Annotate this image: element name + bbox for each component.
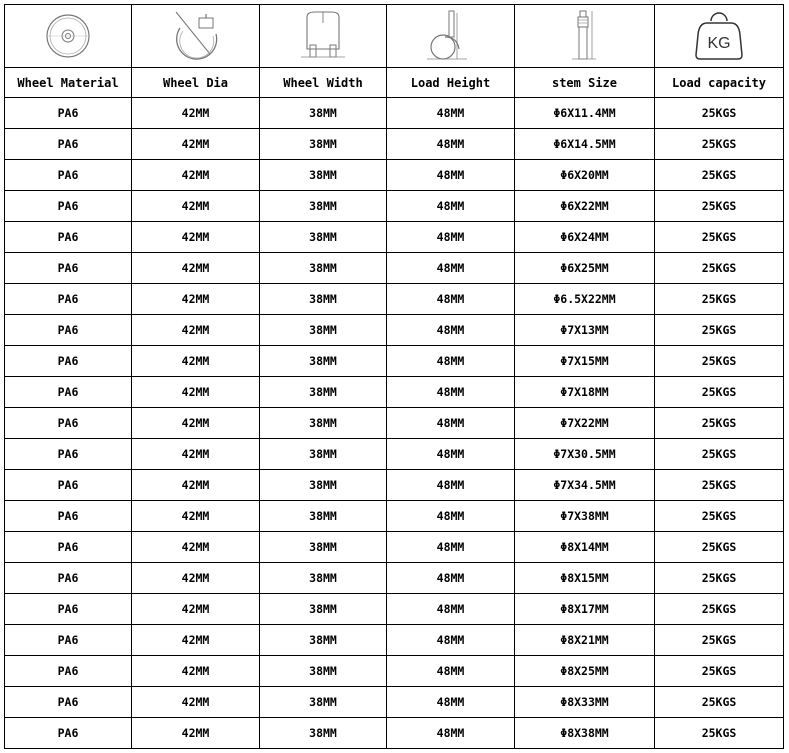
table-row	[5, 315, 784, 346]
wheel-material-cell: PA6	[5, 191, 132, 222]
wheel-width-cell: 38MM	[260, 625, 387, 656]
wheel-width-icon-cell	[260, 5, 387, 68]
load-height-cell: 48MM	[387, 501, 515, 532]
wheel-dia-cell: 42MM	[132, 718, 260, 749]
stem-size-cell: Φ7X30.5MM	[515, 439, 655, 470]
wheel-width-cell: 38MM	[260, 129, 387, 160]
load-capacity-cell: 25KGS	[655, 222, 784, 253]
table-row	[5, 346, 784, 377]
wheel-dia-cell: 42MM	[132, 501, 260, 532]
wheel-dia-cell: 42MM	[132, 191, 260, 222]
load-capacity-cell: 25KGS	[655, 594, 784, 625]
wheel-dia-cell: 42MM	[132, 656, 260, 687]
stem-size-cell: Φ6X11.4MM	[515, 98, 655, 129]
load-capacity-cell: 25KGS	[655, 439, 784, 470]
table-row	[5, 594, 784, 625]
header-load-capacity: Load capacity	[655, 68, 784, 98]
stem-size-cell: Φ8X25MM	[515, 656, 655, 687]
wheel-width-cell: 38MM	[260, 687, 387, 718]
stem-size-cell: Φ8X14MM	[515, 532, 655, 563]
load-height-cell: 48MM	[387, 718, 515, 749]
caster-spec-table	[4, 4, 784, 749]
wheel-material-cell: PA6	[5, 501, 132, 532]
wheel-material-cell: PA6	[5, 532, 132, 563]
load-capacity-cell: 25KGS	[655, 253, 784, 284]
load-height-cell: 48MM	[387, 160, 515, 191]
load-height-cell: 48MM	[387, 563, 515, 594]
wheel-material-cell: PA6	[5, 160, 132, 191]
load-capacity-cell: 25KGS	[655, 129, 784, 160]
wheel-dia-cell: 42MM	[132, 470, 260, 501]
load-capacity-cell: 25KGS	[655, 408, 784, 439]
load-capacity-cell: 25KGS	[655, 656, 784, 687]
load-capacity-cell: 25KGS	[655, 315, 784, 346]
table-row	[5, 98, 784, 129]
wheel-dia-cell: 42MM	[132, 346, 260, 377]
load-height-cell: 48MM	[387, 377, 515, 408]
load-height-cell: 48MM	[387, 129, 515, 160]
wheel-diameter-icon	[166, 10, 226, 62]
wheel-dia-cell: 42MM	[132, 129, 260, 160]
table-row	[5, 656, 784, 687]
stem-size-cell: Φ6X24MM	[515, 222, 655, 253]
table-row	[5, 129, 784, 160]
stem-size-cell: Φ8X15MM	[515, 563, 655, 594]
table-row	[5, 160, 784, 191]
table-row	[5, 470, 784, 501]
wheel-material-cell: PA6	[5, 687, 132, 718]
load-capacity-cell: 25KGS	[655, 625, 784, 656]
wheel-dia-cell: 42MM	[132, 98, 260, 129]
load-height-icon-cell	[387, 5, 515, 68]
wheel-width-cell: 38MM	[260, 563, 387, 594]
table-row	[5, 253, 784, 284]
table-row	[5, 625, 784, 656]
wheel-width-cell: 38MM	[260, 253, 387, 284]
wheel-material-cell: PA6	[5, 98, 132, 129]
load-height-cell: 48MM	[387, 594, 515, 625]
wheel-material-cell: PA6	[5, 594, 132, 625]
load-height-cell: 48MM	[387, 656, 515, 687]
wheel-dia-cell: 42MM	[132, 377, 260, 408]
wheel-material-cell: PA6	[5, 129, 132, 160]
table-row	[5, 718, 784, 749]
wheel-dia-cell: 42MM	[132, 625, 260, 656]
load-height-cell: 48MM	[387, 687, 515, 718]
load-height-cell: 48MM	[387, 284, 515, 315]
load-height-cell: 48MM	[387, 439, 515, 470]
wheel-disc-icon	[43, 11, 93, 61]
wheel-width-cell: 38MM	[260, 284, 387, 315]
wheel-material-cell: PA6	[5, 439, 132, 470]
wheel-width-cell: 38MM	[260, 346, 387, 377]
stem-size-cell: Φ6X22MM	[515, 191, 655, 222]
table-row	[5, 191, 784, 222]
wheel-material-cell: PA6	[5, 253, 132, 284]
wheel-dia-cell: 42MM	[132, 284, 260, 315]
header-load-height: Load Height	[387, 68, 515, 98]
stem-icon	[560, 9, 610, 63]
wheel-material-cell: PA6	[5, 563, 132, 594]
wheel-dia-icon-cell	[132, 5, 260, 68]
stem-size-cell: Φ8X38MM	[515, 718, 655, 749]
wheel-material-cell: PA6	[5, 222, 132, 253]
load-height-cell: 48MM	[387, 98, 515, 129]
load-height-cell: 48MM	[387, 191, 515, 222]
load-capacity-cell: 25KGS	[655, 346, 784, 377]
load-height-cell: 48MM	[387, 532, 515, 563]
wheel-width-cell: 38MM	[260, 470, 387, 501]
stem-size-cell: Φ8X21MM	[515, 625, 655, 656]
stem-size-icon-cell	[515, 5, 655, 68]
wheel-dia-cell: 42MM	[132, 594, 260, 625]
stem-size-cell: Φ8X17MM	[515, 594, 655, 625]
wheel-dia-cell: 42MM	[132, 439, 260, 470]
load-height-cell: 48MM	[387, 222, 515, 253]
load-capacity-cell: 25KGS	[655, 718, 784, 749]
header-wheel-width: Wheel Width	[260, 68, 387, 98]
stem-size-cell: Φ7X13MM	[515, 315, 655, 346]
spec-table-body	[5, 98, 784, 749]
wheel-dia-cell: 42MM	[132, 408, 260, 439]
table-row	[5, 377, 784, 408]
wheel-dia-cell: 42MM	[132, 315, 260, 346]
wheel-width-cell: 38MM	[260, 315, 387, 346]
wheel-dia-cell: 42MM	[132, 687, 260, 718]
wheel-dia-cell: 42MM	[132, 160, 260, 191]
load-capacity-cell: 25KGS	[655, 191, 784, 222]
load-height-cell: 48MM	[387, 470, 515, 501]
wheel-dia-cell: 42MM	[132, 563, 260, 594]
load-height-cell: 48MM	[387, 408, 515, 439]
wheel-width-cell: 38MM	[260, 377, 387, 408]
wheel-material-cell: PA6	[5, 346, 132, 377]
wheel-material-icon-cell	[5, 5, 132, 68]
load-capacity-cell: 25KGS	[655, 470, 784, 501]
load-capacity-cell: 25KGS	[655, 284, 784, 315]
table-row	[5, 284, 784, 315]
stem-size-cell: Φ6X25MM	[515, 253, 655, 284]
caster-height-icon	[423, 9, 479, 63]
wheel-width-cell: 38MM	[260, 439, 387, 470]
table-row	[5, 563, 784, 594]
load-capacity-icon-cell	[655, 5, 784, 68]
wheel-width-cell: 38MM	[260, 656, 387, 687]
wheel-width-cell: 38MM	[260, 532, 387, 563]
load-height-cell: 48MM	[387, 625, 515, 656]
wheel-width-cell: 38MM	[260, 222, 387, 253]
table-row	[5, 408, 784, 439]
wheel-width-cell: 38MM	[260, 501, 387, 532]
icon-row	[5, 5, 784, 68]
stem-size-cell: Φ7X38MM	[515, 501, 655, 532]
wheel-material-cell: PA6	[5, 408, 132, 439]
wheel-dia-cell: 42MM	[132, 253, 260, 284]
table-row	[5, 501, 784, 532]
kg-label: KG	[707, 35, 731, 52]
header-row	[5, 68, 784, 98]
table-row	[5, 222, 784, 253]
wheel-material-cell: PA6	[5, 377, 132, 408]
wheel-width-cell: 38MM	[260, 718, 387, 749]
load-capacity-cell: 25KGS	[655, 501, 784, 532]
load-capacity-cell: 25KGS	[655, 377, 784, 408]
stem-size-cell: Φ8X33MM	[515, 687, 655, 718]
load-capacity-cell: 25KGS	[655, 98, 784, 129]
table-row	[5, 687, 784, 718]
wheel-dia-cell: 42MM	[132, 222, 260, 253]
stem-size-cell: Φ6.5X22MM	[515, 284, 655, 315]
stem-size-cell: Φ7X34.5MM	[515, 470, 655, 501]
header-wheel-material: Wheel Material	[5, 68, 132, 98]
wheel-material-cell: PA6	[5, 284, 132, 315]
wheel-material-cell: PA6	[5, 315, 132, 346]
load-height-cell: 48MM	[387, 253, 515, 284]
wheel-width-cell: 38MM	[260, 408, 387, 439]
stem-size-cell: Φ7X15MM	[515, 346, 655, 377]
load-capacity-cell: 25KGS	[655, 687, 784, 718]
kg-weight-icon	[693, 9, 745, 63]
load-height-cell: 48MM	[387, 346, 515, 377]
wheel-width-icon	[295, 9, 351, 63]
wheel-material-cell: PA6	[5, 625, 132, 656]
stem-size-cell: Φ6X20MM	[515, 160, 655, 191]
stem-size-cell: Φ7X22MM	[515, 408, 655, 439]
header-wheel-dia: Wheel Dia	[132, 68, 260, 98]
wheel-width-cell: 38MM	[260, 191, 387, 222]
stem-size-cell: Φ7X18MM	[515, 377, 655, 408]
stem-size-cell: Φ6X14.5MM	[515, 129, 655, 160]
load-capacity-cell: 25KGS	[655, 160, 784, 191]
wheel-material-cell: PA6	[5, 656, 132, 687]
load-capacity-cell: 25KGS	[655, 563, 784, 594]
wheel-width-cell: 38MM	[260, 160, 387, 191]
wheel-material-cell: PA6	[5, 470, 132, 501]
load-capacity-cell: 25KGS	[655, 532, 784, 563]
load-height-cell: 48MM	[387, 315, 515, 346]
wheel-dia-cell: 42MM	[132, 532, 260, 563]
header-stem-size: stem Size	[515, 68, 655, 98]
table-row	[5, 439, 784, 470]
wheel-width-cell: 38MM	[260, 98, 387, 129]
wheel-width-cell: 38MM	[260, 594, 387, 625]
table-row	[5, 532, 784, 563]
wheel-material-cell: PA6	[5, 718, 132, 749]
